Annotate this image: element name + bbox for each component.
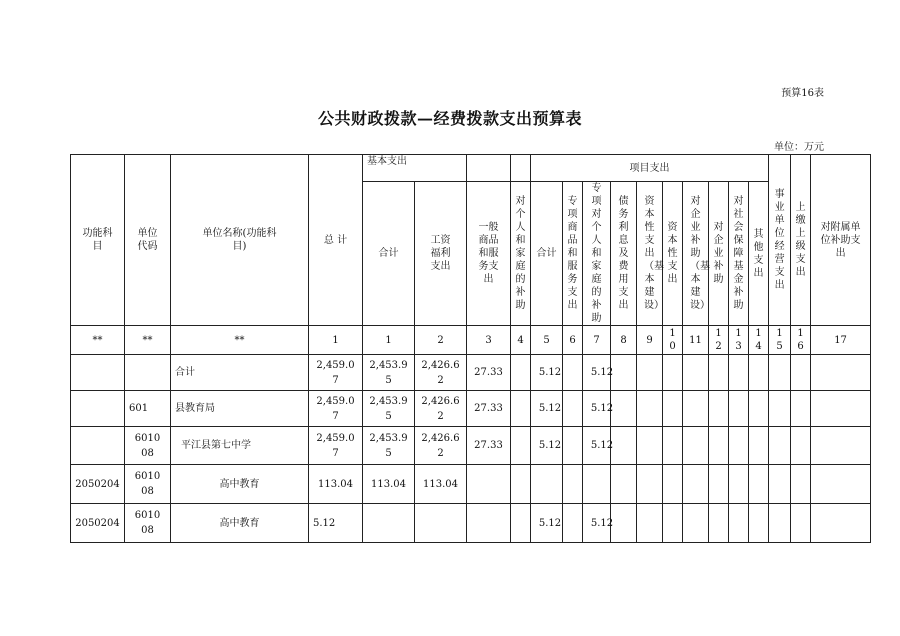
empty-cell — [637, 355, 663, 391]
empty-cell — [563, 391, 583, 427]
proj-total-cell: 5.12 — [531, 504, 563, 543]
salary-cell: 113.04 — [415, 465, 467, 504]
empty-cell — [749, 465, 769, 504]
basic-total-cell: 113.04 — [363, 465, 415, 504]
empty-cell — [709, 355, 729, 391]
empty-cell — [811, 427, 871, 465]
empty-cell — [683, 504, 709, 543]
empty-cell — [683, 427, 709, 465]
col-social-security: 对社会保障基金补助 — [729, 182, 749, 326]
empty-cell — [769, 391, 791, 427]
total-cell: 5.12 — [309, 504, 363, 543]
goods-cell — [467, 465, 511, 504]
func-cell — [71, 355, 125, 391]
col-basic-total: 合计 — [363, 182, 415, 326]
empty-cell — [729, 504, 749, 543]
empty-cell — [563, 465, 583, 504]
index-cell: 14 — [749, 326, 769, 355]
empty-cell — [637, 427, 663, 465]
empty-cell — [749, 504, 769, 543]
empty-cell — [791, 427, 811, 465]
empty-cell — [663, 391, 683, 427]
special-personal-cell: 5.12 — [583, 355, 611, 391]
empty-cell — [663, 504, 683, 543]
total-cell: 2,459.07 — [309, 427, 363, 465]
empty-cell — [811, 465, 871, 504]
empty-cell — [683, 355, 709, 391]
empty-cell — [729, 465, 749, 504]
basic-total-cell: 2,453.95 — [363, 355, 415, 391]
proj-total-cell: 5.12 — [531, 355, 563, 391]
col-group-project: 项目支出 — [531, 155, 769, 182]
col-debt-interest: 债务利息及费用支出 — [611, 182, 637, 326]
proj-total-cell: 5.12 — [531, 391, 563, 427]
empty-cell — [663, 427, 683, 465]
salary-cell — [415, 504, 467, 543]
blank-header-cell — [511, 155, 531, 182]
index-cell: 3 — [467, 326, 511, 355]
empty-cell — [637, 504, 663, 543]
basic-total-cell: 2,453.95 — [363, 427, 415, 465]
code-cell: 601008 — [125, 427, 171, 465]
name-cell: 合计 — [171, 355, 309, 391]
index-cell: 9 — [637, 326, 663, 355]
func-cell — [71, 391, 125, 427]
empty-cell — [811, 391, 871, 427]
empty-cell — [511, 355, 531, 391]
index-cell: 11 — [683, 326, 709, 355]
col-project-total: 合计 — [531, 182, 563, 326]
salary-cell: 2,426.62 — [415, 355, 467, 391]
empty-cell — [511, 504, 531, 543]
index-row — [71, 326, 871, 355]
goods-cell: 27.33 — [467, 391, 511, 427]
empty-cell — [769, 355, 791, 391]
empty-cell — [709, 504, 729, 543]
table-number: 预算16表 — [781, 88, 824, 99]
special-personal-cell — [583, 465, 611, 504]
empty-cell — [791, 355, 811, 391]
goods-cell — [467, 504, 511, 543]
col-enterprise-build: 对企业补助（基本建设） — [683, 182, 709, 326]
empty-cell — [611, 355, 637, 391]
budget-table — [70, 154, 871, 543]
empty-cell — [811, 504, 871, 543]
index-cell: 17 — [811, 326, 871, 355]
total-cell: 113.04 — [309, 465, 363, 504]
index-cell: 1 — [309, 326, 363, 355]
total-cell: 2,459.07 — [309, 391, 363, 427]
table-row — [71, 391, 871, 427]
index-cell: 12 — [709, 326, 729, 355]
special-personal-cell: 5.12 — [583, 391, 611, 427]
col-other: 其他支出 — [749, 182, 769, 326]
empty-cell — [511, 465, 531, 504]
col-special-personal: 专项对个人和家庭的补助 — [583, 182, 611, 326]
empty-cell — [563, 355, 583, 391]
empty-cell — [563, 504, 583, 543]
empty-cell — [683, 391, 709, 427]
empty-cell — [769, 504, 791, 543]
empty-cell — [709, 427, 729, 465]
empty-cell — [611, 465, 637, 504]
col-unit-name: 单位名称(功能科目) — [171, 155, 309, 326]
func-cell: 2050204 — [71, 465, 125, 504]
empty-cell — [683, 465, 709, 504]
empty-cell — [769, 465, 791, 504]
proj-total-cell — [531, 465, 563, 504]
index-cell: ** — [171, 326, 309, 355]
empty-cell — [511, 427, 531, 465]
index-cell: 7 — [583, 326, 611, 355]
salary-cell: 2,426.62 — [415, 391, 467, 427]
table-row — [71, 465, 871, 504]
page-title: 公共财政拨款—经费拨款支出预算表 — [317, 109, 582, 128]
index-cell: 6 — [563, 326, 583, 355]
col-capital-build: 资本性支出（基本建设） — [637, 182, 663, 326]
col-enterprise: 对企业补助 — [709, 182, 729, 326]
empty-cell — [749, 391, 769, 427]
name-cell: 高中教育 — [171, 504, 309, 543]
col-personal-subsidy: 对个人和家庭的补助 — [511, 182, 531, 326]
total-cell: 2,459.07 — [309, 355, 363, 391]
empty-cell — [749, 427, 769, 465]
func-cell: 2050204 — [71, 504, 125, 543]
empty-cell — [791, 465, 811, 504]
code-cell — [125, 355, 171, 391]
empty-cell — [563, 427, 583, 465]
name-cell: 县教育局 — [171, 391, 309, 427]
empty-cell — [791, 504, 811, 543]
col-remit-upper: 上缴上级支出 — [791, 155, 811, 326]
salary-cell: 2,426.62 — [415, 427, 467, 465]
code-cell: 601008 — [125, 504, 171, 543]
empty-cell — [637, 465, 663, 504]
basic-total-cell: 2,453.95 — [363, 391, 415, 427]
empty-cell — [729, 391, 749, 427]
code-cell: 601 — [125, 391, 171, 427]
col-business-operations: 事业单位经营支出 — [769, 155, 791, 326]
table-row — [71, 427, 871, 465]
func-cell — [71, 427, 125, 465]
empty-cell — [811, 355, 871, 391]
name-cell: 高中教育 — [171, 465, 309, 504]
empty-cell — [769, 427, 791, 465]
basic-total-cell — [363, 504, 415, 543]
code-cell: 601008 — [125, 465, 171, 504]
empty-cell — [709, 465, 729, 504]
empty-cell — [749, 355, 769, 391]
name-cell: 平江县第七中学 — [171, 427, 309, 465]
proj-total-cell: 5.12 — [531, 427, 563, 465]
index-cell: 13 — [729, 326, 749, 355]
col-unit-code: 单位代码 — [125, 155, 171, 326]
empty-cell — [663, 465, 683, 504]
index-cell: ** — [71, 326, 125, 355]
empty-cell — [637, 391, 663, 427]
empty-cell — [511, 391, 531, 427]
empty-cell — [611, 427, 637, 465]
unit-label: 单位：万元 — [774, 142, 824, 153]
index-cell: 16 — [791, 326, 811, 355]
index-cell: ** — [125, 326, 171, 355]
special-personal-cell: 5.12 — [583, 427, 611, 465]
col-subsidiary-subsidy: 对附属单位补助支出 — [811, 155, 871, 326]
goods-cell: 27.33 — [467, 427, 511, 465]
index-cell: 15 — [769, 326, 791, 355]
col-capital: 资本性支出 — [663, 182, 683, 326]
empty-cell — [729, 427, 749, 465]
index-cell: 4 — [511, 326, 531, 355]
index-cell: 8 — [611, 326, 637, 355]
index-cell: 5 — [531, 326, 563, 355]
empty-cell — [611, 504, 637, 543]
col-func-subject: 功能科目 — [71, 155, 125, 326]
empty-cell — [709, 391, 729, 427]
col-total: 总 计 — [309, 155, 363, 326]
col-group-basic: 基本支出 — [363, 155, 467, 182]
index-cell: 10 — [663, 326, 683, 355]
table-row — [71, 355, 871, 391]
empty-cell — [663, 355, 683, 391]
blank-header-cell — [467, 155, 511, 182]
index-cell: 1 — [363, 326, 415, 355]
empty-cell — [791, 391, 811, 427]
table-row — [71, 504, 871, 543]
col-special-goods: 专项商品和服务支出 — [563, 182, 583, 326]
col-goods-services: 一般商品和服务支出 — [467, 182, 511, 326]
index-cell: 2 — [415, 326, 467, 355]
empty-cell — [611, 391, 637, 427]
goods-cell: 27.33 — [467, 355, 511, 391]
special-personal-cell: 5.12 — [583, 504, 611, 543]
col-salary: 工资福利支出 — [415, 182, 467, 326]
empty-cell — [729, 355, 749, 391]
